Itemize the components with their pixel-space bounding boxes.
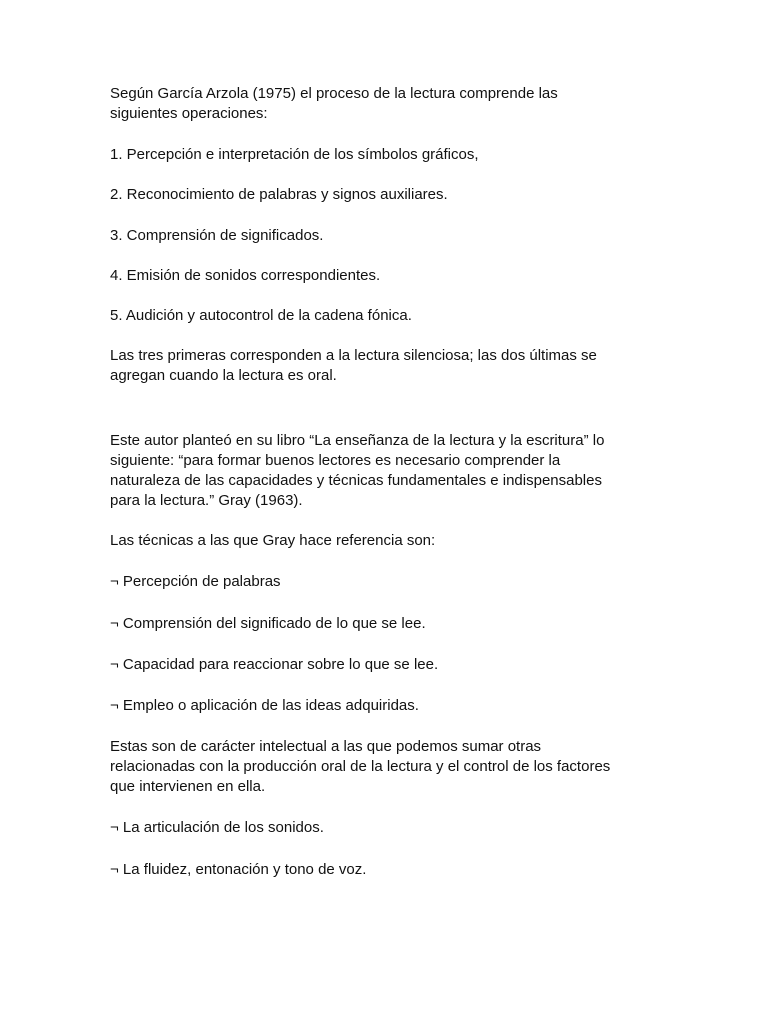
technique-item: ¬ Comprensión del significado de lo que se lee. xyxy=(110,615,426,632)
technique-item: ¬ Empleo o aplicación de las ideas adquiridas. xyxy=(110,697,419,714)
operation-item: 2. Reconocimiento de palabras y signos auxiliares. xyxy=(110,186,448,203)
oral-factor-item: ¬ La articulación de los sonidos. xyxy=(110,819,324,836)
oral-intro-paragraph: Estas son de carácter intelectual a las que podemos sumar otras relacionadas con la producción oral de la lectura y el control de los factores que intervienen en ella. xyxy=(110,738,611,795)
techniques-intro-paragraph: Las técnicas a las que Gray hace referencia son: xyxy=(110,532,436,549)
operations-note-paragraph: Las tres primeras corresponden a la lectura silenciosa; las dos últimas se agregan cuando la lectura es oral. xyxy=(110,347,597,384)
intro-paragraph: Según García Arzola (1975) el proceso de la lectura comprende las siguientes operaciones: xyxy=(110,85,558,122)
technique-item: ¬ Capacidad para reaccionar sobre lo que se lee. xyxy=(110,656,439,673)
gray-quote-paragraph: Este autor planteó en su libro “La enseñanza de la lectura y la escritura” lo siguiente: “para formar buenos lectores es necesario comprender la naturaleza de las capacidades y técnicas fundamentales e indispensables para la lectura.” Gray (1963). xyxy=(110,432,605,509)
operation-item: 1. Percepción e interpretación de los símbolos gráficos, xyxy=(110,146,479,163)
operation-item: 5. Audición y autocontrol de la cadena fónica. xyxy=(110,307,412,324)
technique-item: ¬ Percepción de palabras xyxy=(110,573,281,590)
oral-factor-item: ¬ La fluidez, entonación y tono de voz. xyxy=(110,861,367,878)
operation-item: 3. Comprensión de significados. xyxy=(110,227,324,244)
operation-item: 4. Emisión de sonidos correspondientes. xyxy=(110,267,381,284)
